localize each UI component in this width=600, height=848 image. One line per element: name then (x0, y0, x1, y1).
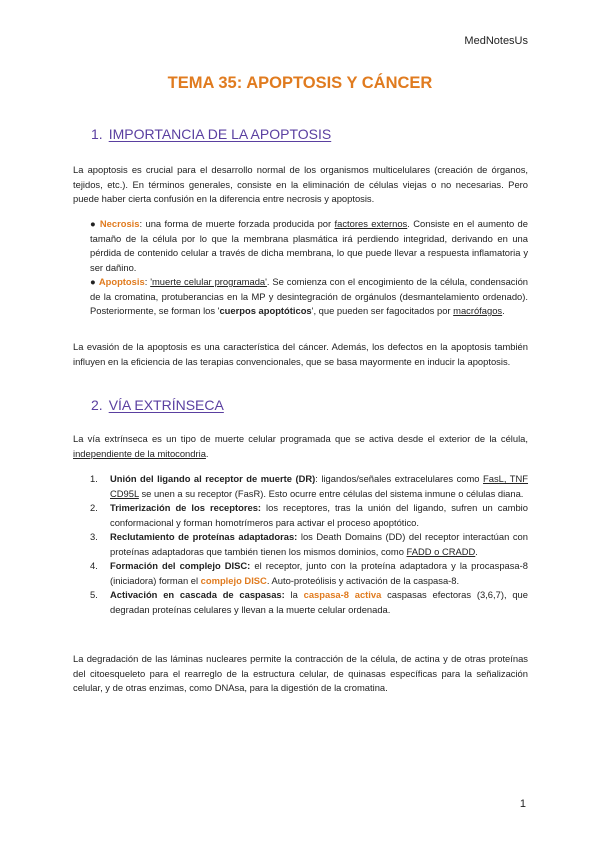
term-apoptosis: Apoptosis (98, 276, 145, 287)
step-text: la (284, 589, 304, 600)
step-title: Trimerización de los receptores: (110, 502, 262, 513)
list-item (90, 588, 528, 617)
list-number: 4. (90, 560, 98, 571)
step-text: se unen a su receptor (FasR). Esto ocurre entre células del sistema inmune o células diana. (138, 487, 524, 499)
bullet-apoptosis (90, 275, 528, 319)
bullet-text: . Consiste en el aumento de tamaño de la célula por lo que la membrana plasmática irá perdiendo integridad, derivando en una pérdida de contenido celular a través de dicha membrana, lo que puede llevar a respuesta inflamatoria y ser dañino. (90, 218, 528, 273)
bullet-text: . (502, 305, 505, 316)
step-title: Unión del ligando al receptor de muerte (DR) (110, 473, 316, 484)
step-text: . (475, 545, 478, 557)
intro-text: La vía extrínseca es un tipo de muerte celular programada que se activa desde el exterior de la célula, (73, 433, 528, 444)
link-muerte-celular-programada: 'muerte celular programada' (150, 276, 267, 287)
step-text: los Death Domains (DD) del receptor interactúan con proteínas adaptadoras que también tienen los mismos dominios, como (110, 531, 528, 557)
section-2-title: VÍA EXTRÍNSECA (108, 397, 224, 413)
link-fasl-tnf: FasL, TNF CD95L (110, 473, 529, 499)
section-2-heading (91, 397, 224, 413)
section-2-closing: La degradación de las láminas nucleares permite la contracción de la célula, de actina y de otras proteínas del citoesqueleto para el rearreglo de la estructura celular, de quinasas específicas para la señalización celular, y de otras enzimas, como DNAsa, para la digestión de la cromatina. (73, 653, 528, 693)
section-1-heading (91, 126, 331, 142)
term-caspasa-8-activa: caspasa-8 activa (303, 589, 382, 600)
bullet-necrosis (90, 217, 528, 275)
list-item (90, 530, 528, 559)
section-1-intro: La apoptosis es crucial para el desarrollo normal de los organismos multicelulares (creación de órganos, tejidos, etc.). En términos generales, consiste en la eliminación de células viejas o no necesarias. Pero puede haber cierta confusión en la diferencia entre necrosis y apoptosis. (73, 164, 528, 204)
list-number: 1. (90, 473, 98, 484)
list-number: 3. (90, 531, 98, 542)
link-factores-externos: factores externos (334, 218, 408, 229)
section-1-closing: La evasión de la apoptosis es una característica del cáncer. Además, los defectos en la apoptosis también influyen en la eficiencia de las terapias convencionales, que se basa mayormente en inducir la apoptosis. (73, 341, 528, 367)
step-text: : ligandos/señales extracelulares como (315, 473, 483, 484)
step-text: caspasas efectoras (3,6,7), que degradan proteínas celulares y llevan a la muerte celular ordenada. (110, 589, 528, 615)
step-text: el receptor, junto con la proteína adaptadora y la procaspasa-8 (iniciadora) forman el (110, 560, 528, 586)
step-title: Reclutamiento de proteínas adaptadoras: (110, 531, 298, 542)
step-title: Formación del complejo DISC: (110, 560, 251, 571)
list-number: 2. (90, 502, 98, 513)
link-independiente-mitocondria: independiente de la mitocondria (73, 447, 206, 459)
section-2-intro (73, 432, 528, 461)
step-text: . Auto-proteólisis y activación de la caspasa-8. (266, 574, 460, 586)
term-necrosis: Necrosis (99, 218, 140, 229)
bullet-text: ', que pueden ser fagocitados por (311, 305, 454, 316)
step-title: Activación en cascada de caspasas: (110, 589, 285, 600)
brand-label: MedNotesUs (464, 35, 528, 47)
list-number: 5. (90, 589, 98, 600)
bullet-text: . Se comienza con el encogimiento de la célula, condensación de la cromatina, protuberancias en la MP y desintegración de orgánulos (desmantelamiento ordenado). Posteriormente, se forman los ' (90, 276, 528, 316)
section-2-number: 2. (91, 397, 103, 413)
bullet-marker: ● (90, 276, 96, 287)
list-item (90, 472, 528, 501)
extrinsic-steps-list (90, 472, 528, 617)
section-1-number: 1. (91, 126, 103, 142)
page-title: TEMA 35: APOPTOSIS Y CÁNCER (167, 74, 433, 92)
link-macrofagos: macrófagos (453, 305, 503, 316)
page-number: 1 (519, 798, 526, 810)
link-fadd-cradd: FADD o CRADD (406, 545, 476, 557)
section-1-title: IMPORTANCIA DE LA APOPTOSIS (108, 126, 332, 142)
list-item (90, 559, 528, 588)
bullet-marker: ● (90, 218, 97, 229)
bullet-text: : una forma de muerte forzada producida por (139, 218, 335, 229)
list-item (90, 501, 528, 530)
intro-text: . (205, 447, 209, 459)
bullet-text: : (144, 276, 151, 287)
term-cuerpos-apoptoticos: cuerpos apoptóticos (219, 305, 312, 316)
step-text: los receptores, tras la unión del ligando, sufren un cambio conformacional y forman homotrímeros para activar el proceso apoptótico. (110, 502, 528, 528)
term-complejo-disc: complejo DISC (200, 574, 267, 586)
